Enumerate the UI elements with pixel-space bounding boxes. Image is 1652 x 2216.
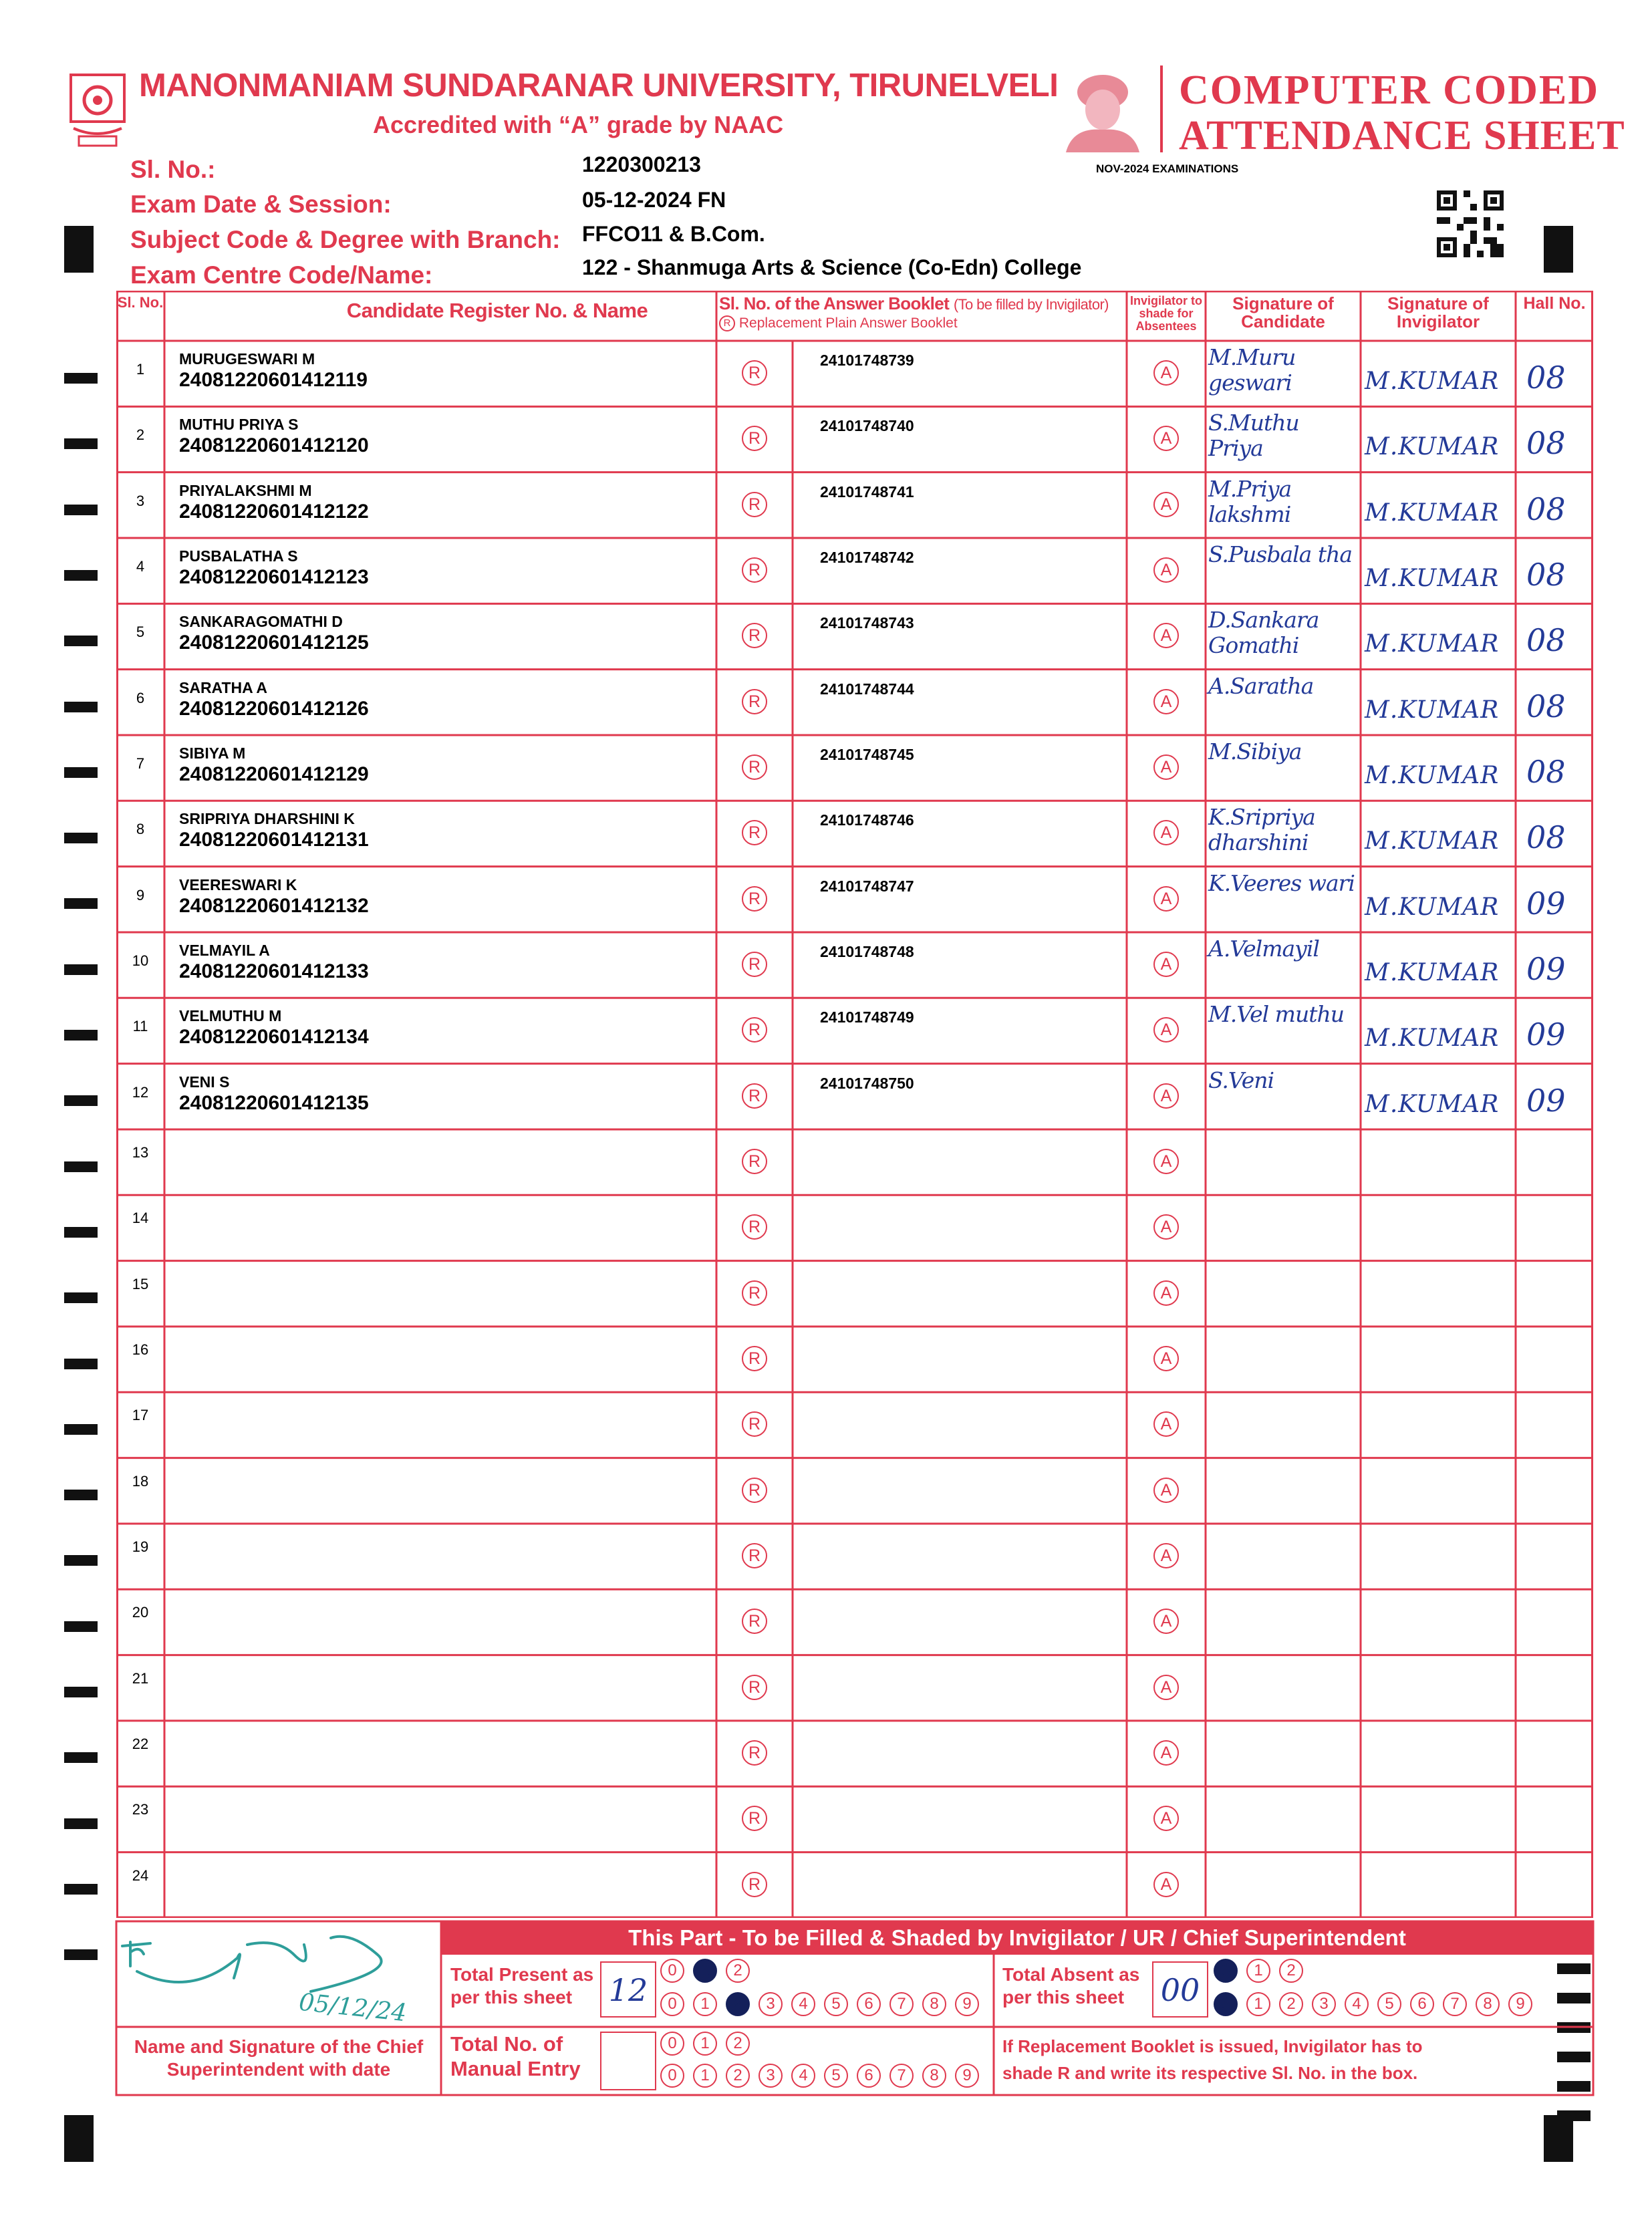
timing-mark (64, 1359, 98, 1369)
timing-mark (64, 1292, 98, 1303)
timing-mark (64, 1424, 98, 1435)
accreditation: Accredited with “A” grade by NAAC (373, 111, 784, 138)
absent-bubble[interactable]: A (1153, 1149, 1179, 1174)
hall-number: 08 (1526, 622, 1566, 659)
absent-bubble[interactable]: A (1153, 1214, 1179, 1240)
absent-bubble[interactable]: A (1153, 1280, 1179, 1306)
timing-mark (64, 833, 98, 843)
candidate-signature: S.Veni (1208, 1067, 1274, 1093)
row-sl-number: 6 (136, 689, 145, 706)
answer-booklet-no: 24101748745 (820, 745, 914, 763)
absent-units-digit-1[interactable]: 1 (1246, 1992, 1270, 2016)
candidate-signature: M.Vel muthu (1208, 1001, 1344, 1028)
replacement-bubble[interactable]: R (742, 426, 767, 451)
absent-bubble[interactable]: A (1153, 952, 1179, 977)
timing-mark (64, 438, 98, 449)
row-sl-number: 14 (132, 1210, 149, 1227)
absent-bubble[interactable]: A (1153, 1675, 1179, 1700)
header-booklet-sub-text: Replacement Plain Answer Booklet (738, 315, 958, 331)
timing-mark (64, 505, 98, 515)
manual-units-digit-9[interactable]: 9 (955, 2064, 979, 2088)
timing-mark (64, 226, 94, 273)
replacement-bubble[interactable]: R (742, 1149, 767, 1174)
sheet-title-line2: ATTENDANCE SHEET (1179, 113, 1625, 158)
candidate-name: PRIYALAKSHMI M (179, 481, 312, 499)
replacement-bubble[interactable]: R (742, 360, 767, 386)
absent-units-digit-9[interactable]: 9 (1508, 1992, 1532, 2016)
timing-mark (64, 898, 98, 909)
row-sl-number: 2 (136, 426, 145, 444)
absent-units-digit-3[interactable]: 3 (1312, 1992, 1336, 2016)
candidate-name: PUSBALATHA S (179, 547, 298, 565)
row-sl-number: 23 (132, 1801, 149, 1818)
absent-bubble[interactable]: A (1153, 1083, 1179, 1109)
timing-mark (64, 1818, 98, 1829)
answer-booklet-no: 24101748747 (820, 877, 914, 895)
timing-mark (64, 636, 98, 646)
candidate-register-no: 24081220601412135 (179, 1091, 369, 1114)
timing-mark (64, 2115, 94, 2162)
row-sl-number: 20 (132, 1604, 149, 1621)
timing-mark (1544, 226, 1573, 273)
replacement-bubble[interactable]: R (742, 1675, 767, 1700)
timing-mark (64, 1227, 98, 1238)
absent-bubble[interactable]: A (1153, 1411, 1179, 1437)
invigilator-signature: M.KUMAR (1365, 1024, 1500, 1053)
manual-units-digit-3[interactable]: 3 (759, 2064, 783, 2088)
present-tens-digit-1[interactable]: 1 (693, 1959, 717, 1983)
replacement-note: If Replacement Booklet is issued, Invigilator has to shade R and write its respective Sl. No. in the box. (1002, 2036, 1423, 2084)
candidate-name: SRIPRIYA DHARSHINI K (179, 810, 355, 828)
replacement-bubble[interactable]: R (742, 886, 767, 912)
absent-bubble[interactable]: A (1153, 689, 1179, 714)
timing-mark (64, 1752, 98, 1763)
manual-tens-digit-2[interactable]: 2 (726, 2032, 750, 2056)
candidate-register-no: 24081220601412123 (179, 565, 369, 588)
manual-entry-label: Total No. of Manual Entry (450, 2032, 581, 2081)
hall-number: 09 (1526, 885, 1566, 922)
absent-units-digit-0[interactable]: 0 (1214, 1992, 1238, 2016)
replacement-bubble[interactable]: R (742, 1346, 767, 1371)
header-booklet-note: (To be filled by Invigilator) (953, 296, 1109, 313)
header-booklet-main: Sl. No. of the Answer Booklet (719, 293, 950, 313)
header-absentee: Invigilator to shade for Absentees (1130, 294, 1202, 333)
absent-tens-digit-2[interactable]: 2 (1279, 1959, 1303, 1983)
header-booklet-sub (719, 315, 958, 331)
present-tens-digit-2[interactable]: 2 (726, 1959, 750, 1983)
absent-bubble[interactable]: A (1153, 557, 1179, 583)
timing-mark (1557, 1963, 1591, 1974)
replacement-bubble[interactable]: R (742, 557, 767, 583)
hall-number: 08 (1526, 688, 1566, 724)
absent-units-digit-2[interactable]: 2 (1279, 1992, 1303, 2016)
candidate-register-no: 24081220601412126 (179, 697, 369, 720)
candidate-signature: M.Sibiya (1208, 738, 1302, 765)
header-hall: Hall No. (1523, 294, 1586, 313)
hall-number: 09 (1526, 950, 1566, 987)
absent-units-digit-6[interactable]: 6 (1410, 1992, 1434, 2016)
hall-number: 08 (1526, 819, 1566, 856)
candidate-register-no: 24081220601412122 (179, 500, 369, 523)
present-units-digit-4[interactable]: 4 (791, 1992, 815, 2016)
exam-centre-value: 122 - Shanmuga Arts & Science (Co-Edn) College (582, 255, 1082, 279)
invigilator-signature: M.KUMAR (1365, 958, 1500, 986)
absent-bubble[interactable]: A (1153, 1872, 1179, 1897)
chief-signature-date: 05/12/24 (297, 1988, 408, 2028)
absent-units-digit-8[interactable]: 8 (1476, 1992, 1500, 2016)
manual-units-digit-5[interactable]: 5 (824, 2064, 848, 2088)
absent-bubble[interactable]: A (1153, 1346, 1179, 1371)
invigilator-signature: M.KUMAR (1365, 433, 1500, 461)
replacement-bubble[interactable]: R (742, 1478, 767, 1503)
absent-units-digit-4[interactable]: 4 (1345, 1992, 1369, 2016)
candidate-register-no: 24081220601412133 (179, 960, 369, 982)
absent-tens-digit-0[interactable]: 0 (1214, 1959, 1238, 1983)
replacement-bubble[interactable]: R (742, 952, 767, 977)
row-sl-number: 24 (132, 1866, 149, 1884)
invigilator-signature: M.KUMAR (1365, 1090, 1500, 1118)
exam-date-label: Exam Date & Session: (130, 190, 392, 218)
present-units-digit-6[interactable]: 6 (857, 1992, 881, 2016)
timing-mark (64, 1490, 98, 1500)
candidate-register-no: 24081220601412129 (179, 763, 369, 785)
present-units-digit-1[interactable]: 1 (693, 1992, 717, 2016)
absent-bubble[interactable]: A (1153, 886, 1179, 912)
answer-booklet-no: 24101748741 (820, 482, 914, 501)
sl-no-label: Sl. No.: (130, 156, 216, 183)
replacement-bubble[interactable]: R (742, 754, 767, 780)
absent-bubble[interactable]: A (1153, 1543, 1179, 1568)
present-units-digit-0[interactable]: 0 (660, 1992, 684, 2016)
replacement-bubble[interactable]: R (742, 1017, 767, 1043)
row-sl-number: 22 (132, 1735, 149, 1752)
absent-bubble[interactable]: A (1153, 1740, 1179, 1766)
row-sl-number: 5 (136, 624, 145, 641)
absent-units-digit-5[interactable]: 5 (1377, 1992, 1401, 2016)
row-sl-number: 7 (136, 754, 145, 772)
replacement-bubble[interactable]: R (742, 1214, 767, 1240)
manual-units-digit-6[interactable]: 6 (857, 2064, 881, 2088)
candidate-register-no: 24081220601412131 (179, 829, 369, 851)
invigilator-signature: M.KUMAR (1365, 827, 1500, 855)
row-sl-number: 10 (132, 952, 149, 969)
header-sl: Sl. No. (117, 294, 164, 311)
candidate-name: SANKARAGOMATHI D (179, 613, 343, 631)
timing-mark (64, 1555, 98, 1566)
answer-booklet-no: 24101748749 (820, 1008, 914, 1026)
timing-mark (64, 1095, 98, 1106)
candidate-signature: D.Sankara Gomathi (1208, 607, 1319, 659)
exam-subtitle: NOV-2024 EXAMINATIONS (1096, 162, 1239, 175)
manual-entry-box[interactable] (600, 2032, 656, 2090)
replacement-r-icon: R (719, 315, 735, 331)
answer-booklet-no: 24101748740 (820, 417, 914, 435)
row-sl-number: 4 (136, 557, 145, 575)
hall-number: 09 (1526, 1016, 1566, 1053)
present-units-digit-9[interactable]: 9 (955, 1992, 979, 2016)
row-sl-number: 3 (136, 492, 145, 509)
timing-mark (64, 1687, 98, 1697)
candidate-name: SARATHA A (179, 678, 268, 696)
invigilator-signature: M.KUMAR (1365, 893, 1500, 921)
manual-units-digit-1[interactable]: 1 (693, 2064, 717, 2088)
row-sl-number: 13 (132, 1143, 149, 1161)
candidate-name: VELMUTHU M (179, 1007, 282, 1025)
timing-mark (64, 1621, 98, 1632)
answer-booklet-no: 24101748750 (820, 1074, 914, 1092)
candidate-name: SIBIYA M (179, 744, 246, 762)
candidate-register-no: 24081220601412120 (179, 434, 369, 457)
candidate-name: VEERESWARI K (179, 875, 297, 893)
manual-units-digit-0[interactable]: 0 (660, 2064, 684, 2088)
timing-mark (1544, 2115, 1573, 2162)
total-present-value: 12 (608, 1972, 648, 2008)
total-present-label: Total Present as per this sheet (450, 1964, 594, 2007)
replacement-bubble[interactable]: R (742, 1609, 767, 1634)
candidate-signature: A.Velmayil (1208, 935, 1319, 962)
invigilator-signature: M.KUMAR (1365, 564, 1500, 592)
sl-no-value: 1220300213 (582, 152, 701, 176)
university-logo (67, 72, 128, 149)
absent-bubble[interactable]: A (1153, 426, 1179, 451)
absent-bubble[interactable]: A (1153, 623, 1179, 648)
timing-mark (64, 964, 98, 975)
header-sig-invigilator: Signature of Invigilator (1387, 293, 1489, 332)
row-sl-number: 11 (132, 1018, 148, 1035)
replacement-bubble[interactable]: R (742, 1543, 767, 1568)
absent-bubble[interactable]: A (1153, 1017, 1179, 1043)
candidate-signature: K.Sripriya dharshini (1208, 804, 1315, 856)
replacement-bubble[interactable]: R (742, 1083, 767, 1109)
absent-bubble[interactable]: A (1153, 1478, 1179, 1503)
replacement-bubble[interactable]: R (742, 1740, 767, 1766)
answer-booklet-no: 24101748744 (820, 680, 914, 698)
row-sl-number: 17 (132, 1407, 149, 1424)
manual-units-digit-2[interactable]: 2 (726, 2064, 750, 2088)
candidate-signature: S.Pusbala tha (1208, 541, 1353, 567)
answer-booklet-no: 24101748742 (820, 548, 914, 566)
footer-banner: This Part - To be Filled & Shaded by Invigilator / UR / Chief Superintendent (441, 1921, 1593, 1955)
present-units-digit-7[interactable]: 7 (889, 1992, 914, 2016)
timing-mark (64, 1030, 98, 1041)
candidate-signature: A.Saratha (1208, 672, 1314, 699)
replacement-bubble[interactable]: R (742, 820, 767, 845)
subject-code-value: FFCO11 & B.Com. (582, 222, 765, 246)
timing-mark (64, 767, 98, 778)
candidate-register-no: 24081220601412132 (179, 894, 369, 917)
absent-bubble[interactable]: A (1153, 754, 1179, 780)
row-sl-number: 12 (132, 1083, 149, 1101)
subject-code-label: Subject Code & Degree with Branch: (130, 226, 561, 253)
row-sl-number: 15 (132, 1275, 149, 1292)
exam-date-value: 05-12-2024 FN (582, 188, 726, 212)
candidate-signature: M.Priya lakshmi (1208, 475, 1292, 527)
timing-mark (1557, 2052, 1591, 2062)
invigilator-signature: M.KUMAR (1365, 761, 1500, 789)
timing-mark (64, 570, 98, 581)
absent-units-digit-7[interactable]: 7 (1443, 1992, 1467, 2016)
replacement-bubble[interactable]: R (742, 492, 767, 517)
absent-bubble[interactable]: A (1153, 1609, 1179, 1634)
hall-number: 09 (1526, 1082, 1566, 1119)
total-absent-label: Total Absent as per this sheet (1002, 1964, 1140, 2007)
present-units-digit-5[interactable]: 5 (824, 1992, 848, 2016)
present-tens-digit-0[interactable]: 0 (660, 1959, 684, 1983)
invigilator-signature: M.KUMAR (1365, 368, 1500, 395)
timing-mark (1557, 2110, 1591, 2121)
present-units-digit-3[interactable]: 3 (759, 1992, 783, 2016)
replacement-bubble[interactable]: R (742, 1806, 767, 1831)
manual-tens-digit-1[interactable]: 1 (693, 2032, 717, 2056)
candidate-name: MUTHU PRIYA S (179, 416, 299, 434)
manual-tens-digit-0[interactable]: 0 (660, 2032, 684, 2056)
candidate-signature: S.Muthu Priya (1208, 410, 1299, 462)
answer-booklet-no: 24101748746 (820, 811, 914, 829)
answer-booklet-no: 24101748748 (820, 942, 914, 960)
replacement-bubble[interactable]: R (742, 689, 767, 714)
invigilator-signature: M.KUMAR (1365, 696, 1500, 724)
university-name: MANONMANIAM SUNDARANAR UNIVERSITY, TIRUNELVELI (139, 67, 1059, 104)
absent-bubble[interactable]: A (1153, 492, 1179, 517)
candidate-signature: M.Muru geswari (1208, 344, 1296, 396)
attendance-table (116, 291, 1593, 1918)
absent-tens-digit-1[interactable]: 1 (1246, 1959, 1270, 1983)
candidate-register-no: 24081220601412125 (179, 632, 369, 654)
hall-number: 08 (1526, 425, 1566, 462)
row-sl-number: 16 (132, 1341, 149, 1358)
timing-mark (64, 1884, 98, 1895)
replacement-bubble[interactable]: R (742, 1411, 767, 1437)
manual-units-digit-7[interactable]: 7 (889, 2064, 914, 2088)
row-sl-number: 1 (136, 361, 145, 378)
header-candidate: Candidate Register No. & Name (346, 299, 648, 322)
qr-code-icon (1437, 190, 1504, 257)
candidate-name: VELMAYIL A (179, 941, 270, 959)
candidate-name: VENI S (179, 1073, 230, 1091)
row-sl-number: 18 (132, 1472, 149, 1490)
hall-number: 08 (1526, 360, 1566, 396)
timing-mark (64, 702, 98, 712)
timing-mark (1557, 1993, 1591, 2003)
candidate-name: MURUGESWARI M (179, 350, 315, 368)
title-divider (1160, 65, 1163, 152)
hall-number: 08 (1526, 491, 1566, 527)
manual-units-digit-4[interactable]: 4 (791, 2064, 815, 2088)
header-sig-candidate: Signature of Candidate (1232, 293, 1334, 332)
hall-number: 08 (1526, 753, 1566, 790)
manual-units-digit-8[interactable]: 8 (922, 2064, 946, 2088)
candidate-register-no: 24081220601412134 (179, 1026, 369, 1049)
answer-booklet-no: 24101748743 (820, 614, 914, 632)
candidate-register-no: 24081220601412119 (179, 369, 368, 391)
hall-number: 08 (1526, 556, 1566, 593)
timing-mark (64, 373, 98, 384)
answer-booklet-no: 24101748739 (820, 352, 914, 369)
header-booklet (719, 293, 1127, 314)
sheet-title-line1: COMPUTER CODED (1179, 67, 1600, 113)
candidate-signature: K.Veeres wari (1208, 869, 1355, 896)
exam-centre-label: Exam Centre Code/Name: (130, 261, 433, 289)
replacement-bubble[interactable]: R (742, 623, 767, 648)
chief-signature (110, 1931, 438, 2028)
row-sl-number: 19 (132, 1538, 149, 1555)
chief-label: Name and Signature of the Chief Superintendent with date (134, 2036, 424, 2080)
total-present-box[interactable] (600, 1961, 656, 2018)
invigilator-signature: M.KUMAR (1365, 499, 1500, 527)
row-sl-number: 8 (136, 821, 145, 838)
timing-mark (1557, 2081, 1591, 2092)
total-absent-box[interactable] (1152, 1961, 1208, 2018)
row-sl-number: 21 (132, 1669, 149, 1687)
present-units-digit-2[interactable]: 2 (726, 1992, 750, 2016)
timing-mark (64, 1161, 98, 1172)
replacement-bubble[interactable]: R (742, 1872, 767, 1897)
timing-mark (64, 1949, 98, 1960)
absent-bubble[interactable]: A (1153, 1806, 1179, 1831)
founder-portrait (1059, 65, 1146, 152)
invigilator-signature: M.KUMAR (1365, 630, 1500, 658)
replacement-bubble[interactable]: R (742, 1280, 767, 1306)
row-sl-number: 9 (136, 886, 145, 904)
absent-bubble[interactable]: A (1153, 820, 1179, 845)
timing-mark (1557, 2022, 1591, 2033)
present-units-digit-8[interactable]: 8 (922, 1992, 946, 2016)
absent-bubble[interactable]: A (1153, 360, 1179, 386)
total-absent-value: 00 (1160, 1972, 1200, 2008)
